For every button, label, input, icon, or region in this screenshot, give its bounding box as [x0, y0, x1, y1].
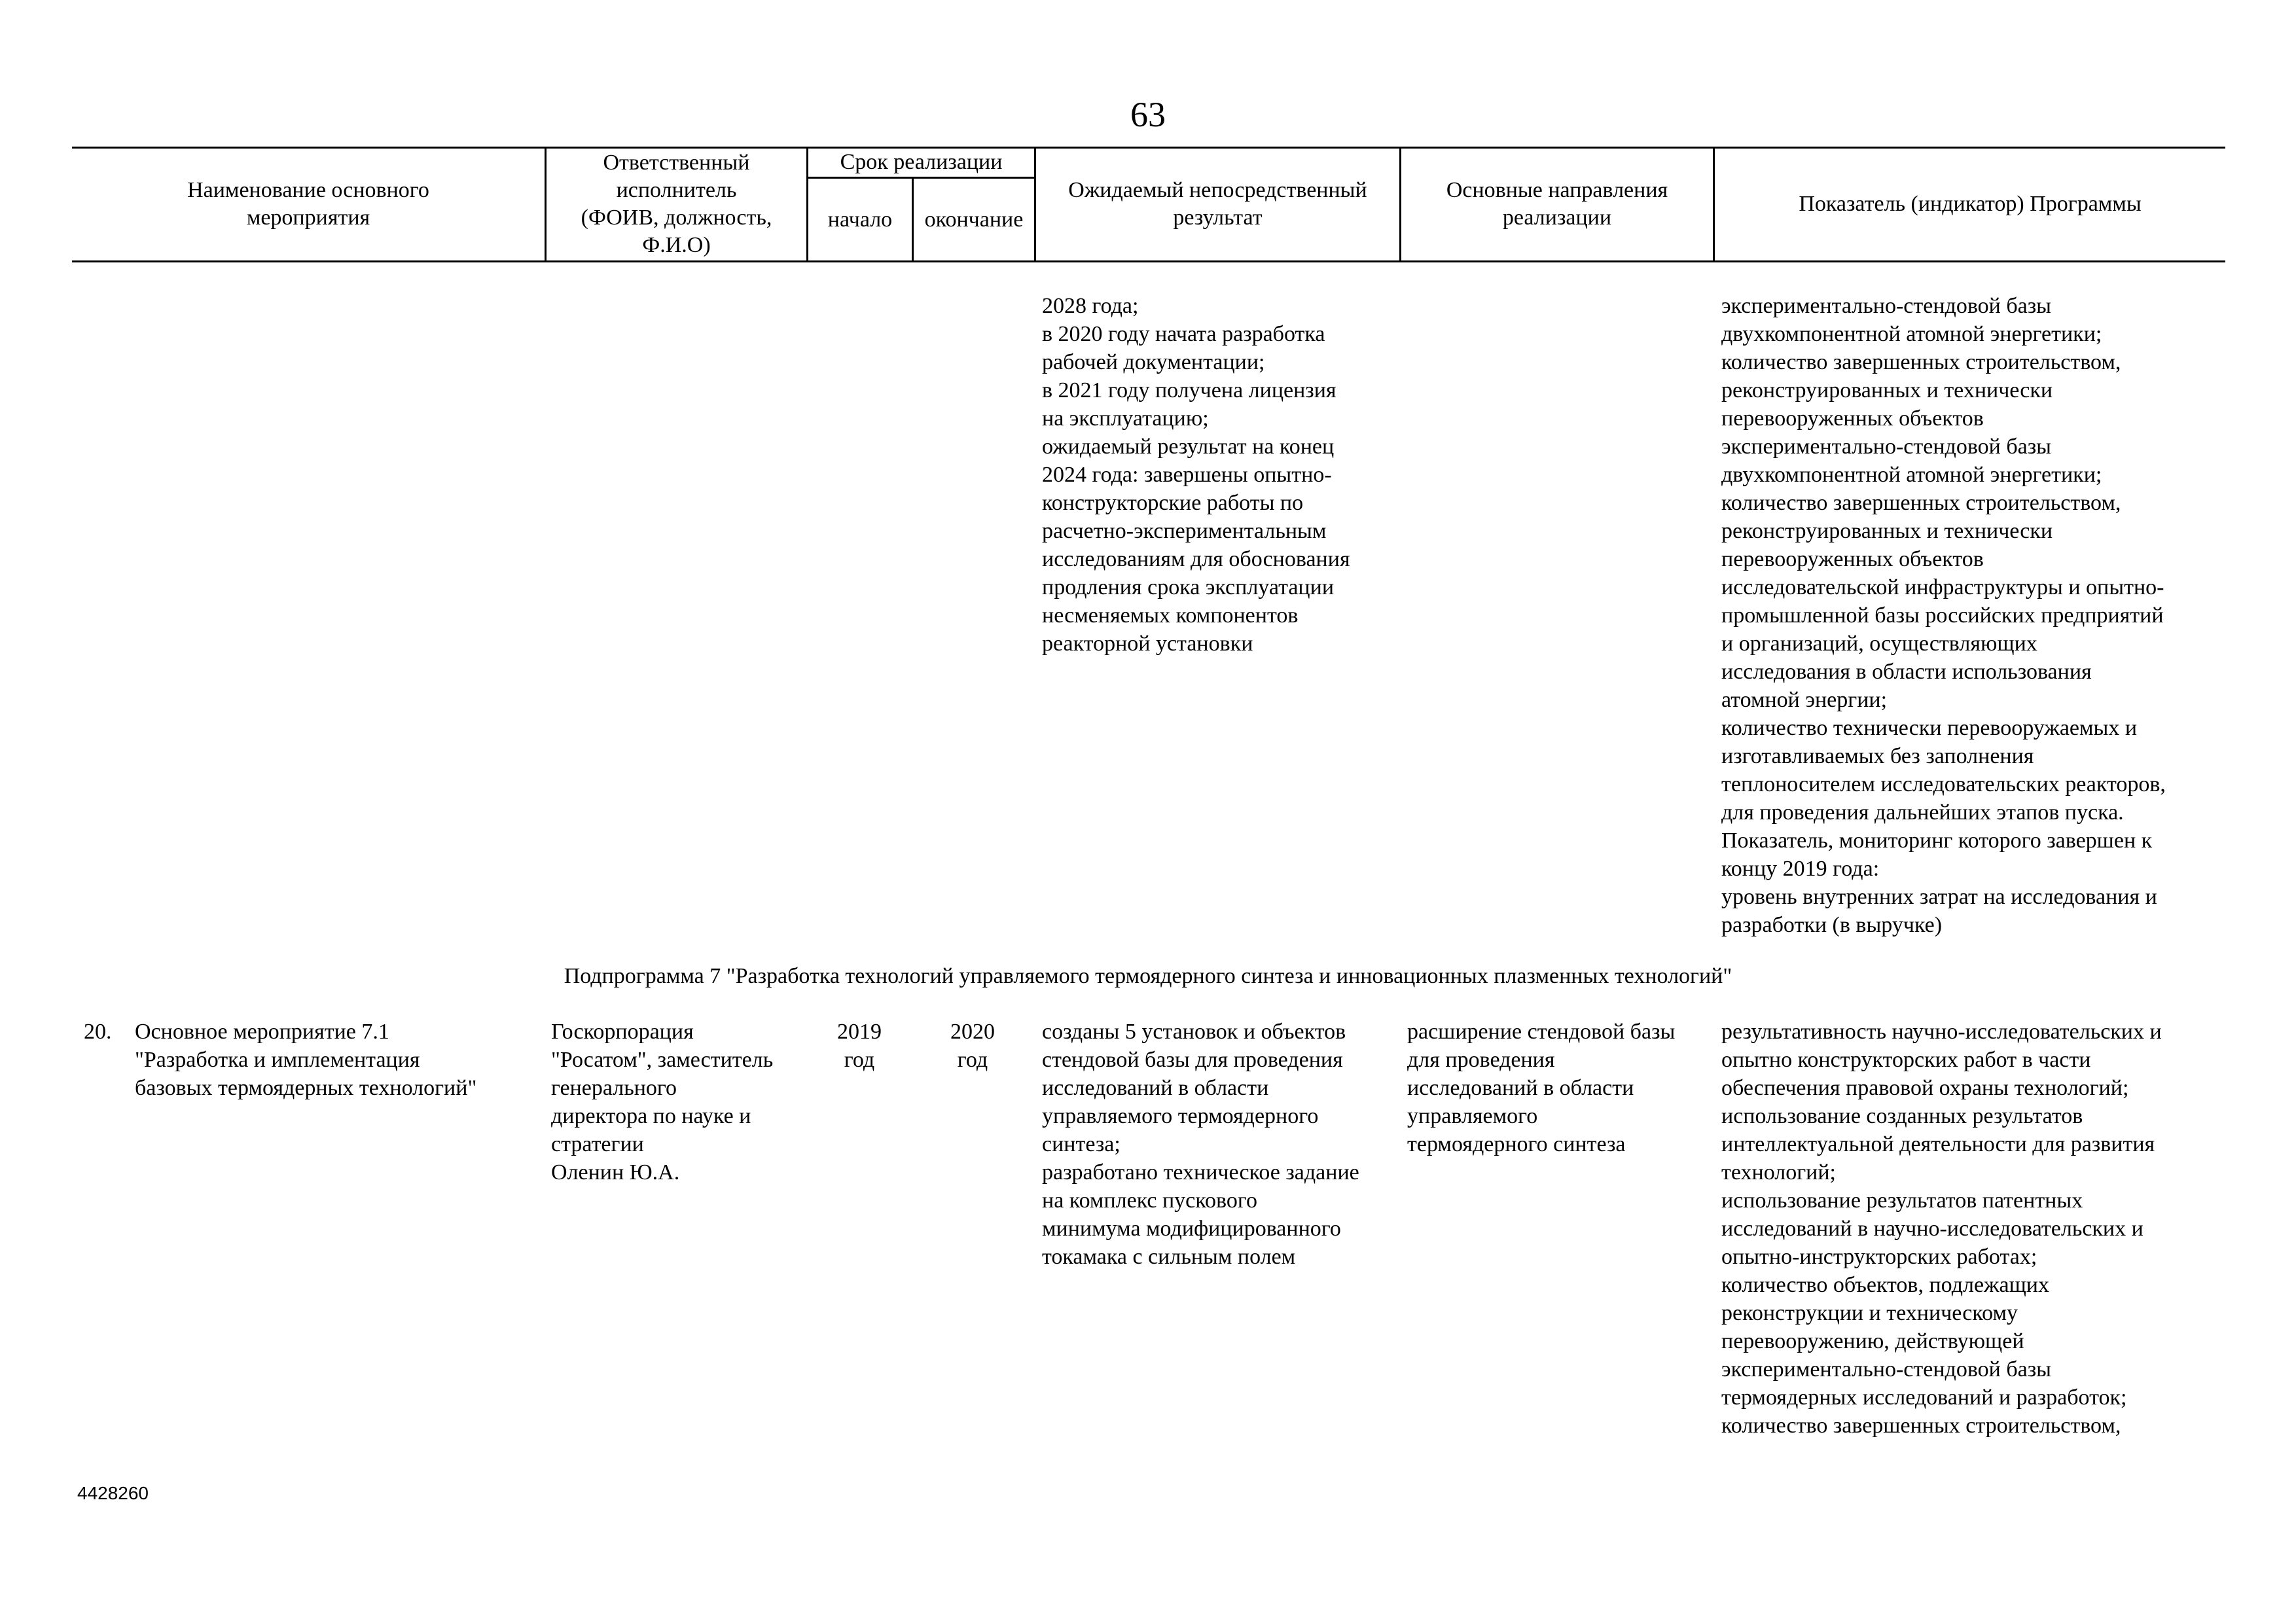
- row-result: созданы 5 установок и объектов стендовой базы для проведения исследований в области управляемого термоядерного синтеза; разработано техническое задание на комплекс пускового минимума модифицированного токамака с сильным полем: [1042, 1020, 1359, 1269]
- header-start: начало: [827, 207, 893, 232]
- header-directions: Основные направления реализации: [1446, 178, 1668, 230]
- row-number: 20.: [84, 1020, 112, 1044]
- row-end: 2020 год: [950, 1020, 995, 1072]
- page-number: 63: [1130, 95, 1166, 134]
- document-id: 4428260: [77, 1483, 149, 1503]
- header-result: Ожидаемый непосредственный результат: [1068, 178, 1367, 230]
- header-bottom-border: [72, 260, 2225, 262]
- subprogram-title: Подпрограмма 7 "Разработка технологий управляемого термоядерного синтеза и инновационных плазменных технологий": [564, 964, 1732, 988]
- row-directions: расширение стендовой базы для проведения исследований в области управляемого термоядерного синтеза: [1407, 1020, 1676, 1156]
- header-end: окончание: [924, 207, 1024, 232]
- row-start: 2019 год: [837, 1020, 882, 1072]
- row-indicator: результативность научно-исследовательских и опытно конструкторских работ в части обеспечения правовой охраны технологий; использование созданных результатов интеллектуальной деятельности для развития технологий; использование результатов патентных исследований в научно-исследовательских и опытно-инструкторских работах; количество объектов, подлежащих реконструкции и техническому перевооружению, действующей экспериментально-стендовой базы термоядерных исследований и разработок; количество завершенных строительством,: [1721, 1020, 2162, 1438]
- header-name: Наименование основного мероприятия: [187, 178, 429, 230]
- header-executor: Ответственный исполнитель (ФОИВ, должность, Ф.И.О): [581, 151, 772, 257]
- header-indicator: Показатель (индикатор) Программы: [1799, 192, 2142, 216]
- continuation-result: 2028 года; в 2020 году начата разработка рабочей документации; в 2021 году получена лицензия на эксплуатацию; ожидаемый результат на конец 2024 года: завершены опытно- конструкторские работы по расчетно-экспериментальным исследованиям для обоснования продления срока эксплуатации несменяемых компонентов реакторной установки: [1042, 294, 1350, 656]
- row-executor: Госкорпорация "Росатом", заместитель генерального директора по науке и стратегии Оленин Ю.А.: [551, 1020, 774, 1185]
- continuation-indicator: экспериментально-стендовой базы двухкомпонентной атомной энергетики; количество завершенных строительством, реконструированных и технически перевооруженных объектов экспериментально-стендовой базы двухкомпонентной атомной энергетики; количество завершенных строительством, реконструированных и технически перевооруженных объектов исследовательской инфраструктуры и опытно- промышленной базы российских предприятий и организаций, осуществляющих исследования в области использования атомной энергии; количество технически перевооружаемых и изготавливаемых без заполнения теплоносителем исследовательских реакторов, для проведения дальнейших этапов пуска. Показатель, мониторинг которого завершен к концу 2019 года: уровень внутренних затрат на исследования и разработки (в выручке): [1721, 294, 2166, 937]
- header-period: Срок реализации: [840, 150, 1003, 174]
- row-name: Основное мероприятие 7.1 "Разработка и имплементация базовых термоядерных технологий": [135, 1020, 477, 1100]
